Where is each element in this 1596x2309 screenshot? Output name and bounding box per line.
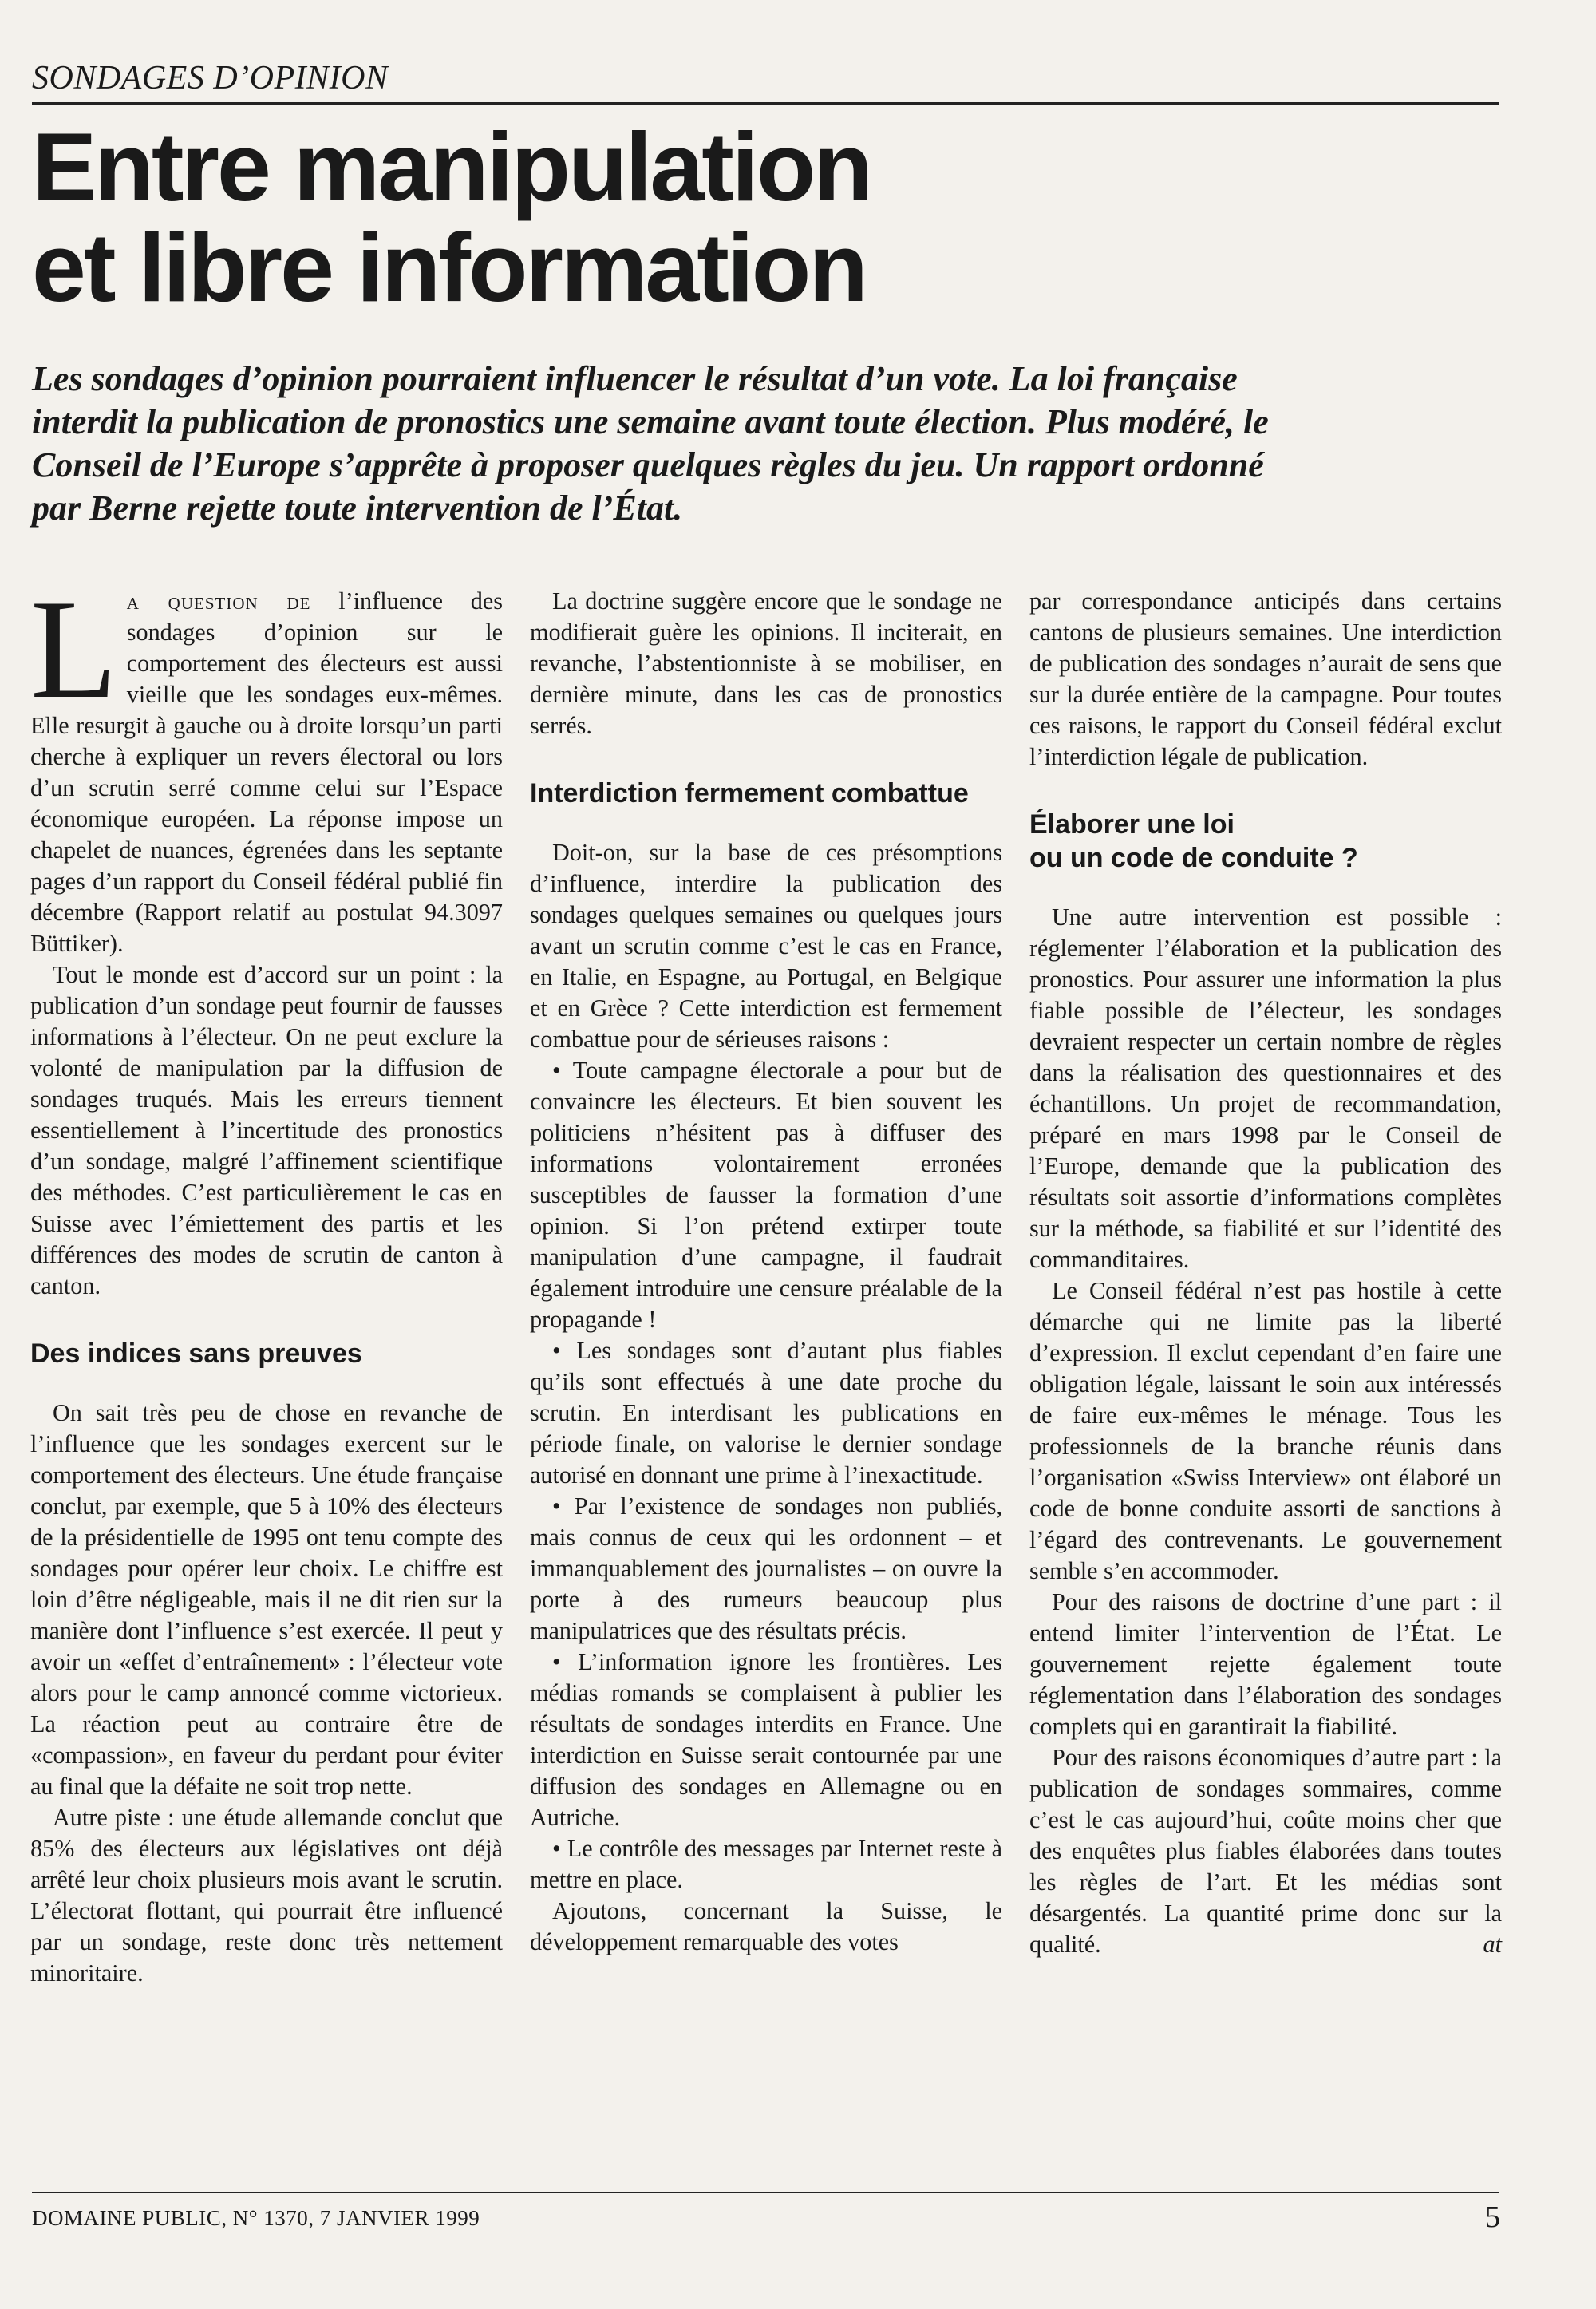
- section-heading: Des indices sans preuves: [30, 1338, 362, 1369]
- paragraph: Ajoutons, concernant la Suisse, le développement remarquable des votes: [530, 1897, 1002, 1955]
- article-lede: Les sondages d’opinion pourraient influencer le résultat d’un vote. La loi française interdit la publication de pronostics une semaine avant toute élection. Plus modéré, le Conseil de l’Europe s’apprête à proposer quelques règles du jeu. Un rapport ordonné par Berne rejette toute intervention de l’État.: [32, 359, 1269, 528]
- section-heading: Interdiction fermement combattue: [530, 778, 969, 809]
- footer-publication: DOMAINE PUBLIC, N° 1370, 7 JANVIER 1999: [32, 2206, 480, 2230]
- paragraph: La question de l’influence des sondages d’opinion sur le comportement des électeurs est aussi vieille que les sondages eux-mêmes. Elle resurgit à gauche ou à droite lorsqu’un parti cherche à expliquer un revers électoral ou lors d’un scrutin serré comme celui sur l’Espace économique européen. La réponse impose un chapelet de nuances, égrenées dans les septante pages d’un rapport du Conseil fédéral publié fin décembre (Rapport relatif au postulat 94.3097 Büttiker).: [30, 570, 503, 957]
- article-column-3: [1029, 586, 1502, 1960]
- article-column-2: [530, 586, 1002, 1958]
- headline-line-2: et libre information: [32, 213, 866, 322]
- drop-cap: L: [30, 570, 117, 728]
- section-heading: Élaborer une loi ou un code de conduite ?: [1029, 809, 1358, 873]
- bullet-paragraph: • Le contrôle des messages par Internet reste à mettre en place.: [530, 1835, 1002, 1893]
- bullet-paragraph: • Par l’existence de sondages non publiés, mais connus de ceux qui les ordonnent – et immanquablement des journalistes – on ouvre la porte à des rumeurs beaucoup plus manipulatrices que des résultats précis.: [530, 1493, 1002, 1644]
- header-rule: [32, 102, 1499, 105]
- paragraph: Pour des raisons économiques d’autre part : la publication de sondages sommaires, comme c’est le cas aujourd’hui, coûte moins cher que des enquêtes plus fiables élaborées dans toutes les règles de l’art. Et les médias sont désargentés. La quantité prime donc sur la qualité. at: [1029, 1742, 1502, 1960]
- page-title: [32, 113, 1229, 322]
- paragraph: On sait très peu de chose en revanche de l’influence que les sondages exercent sur le comportement des électeurs. Une étude française conclut, par exemple, que 5 à 10% des électeurs de la présidentielle de 1995 ont tenu compte des sondages pour opérer leur choix. Le chiffre est loin d’être négligeable, mais il ne dit rien sur la manière dont l’influence s’est exercée. Il peut y avoir un «effet d’entraînement» : l’électeur vote alors pour le camp annoncé comme victorieux. La réaction peut au contraire être de «compassion», en faveur du perdant pour éviter au final que la défaite ne soit trop nette.: [30, 1399, 503, 1800]
- bullet-paragraph: • Toute campagne électorale a pour but de convaincre les électeurs. Et bien souvent les politiciens n’hésitent pas à diffuser des informations volontairement erronées susceptibles de fausser la formation d’une opinion. Si l’on prétend extirper toute manipulation d’une campagne, il faudrait également introduire une censure préalable de la propagande !: [530, 1057, 1002, 1333]
- headline-line-1: Entre manipulation: [32, 113, 871, 221]
- opening-small-caps: a question de: [126, 587, 311, 615]
- paragraph: La doctrine suggère encore que le sondage ne modifierait guère les opinions. Il inciterait, en revanche, l’abstentionniste à se mobiliser, en dernière minute, dans les cas de pronostics serrés.: [530, 587, 1002, 739]
- paragraph: par correspondance anticipés dans certains cantons de plusieurs semaines. Une interdiction de publication des sondages n’aurait de sens que sur la durée entière de la campagne. Pour toutes ces raisons, le rapport du Conseil fédéral exclut l’interdiction légale de publication.: [1029, 587, 1502, 770]
- paragraph: Autre piste : une étude allemande conclut que 85% des électeurs aux législatives ont déjà arrêté leur choix plusieurs mois avant le scrutin. L’électorat flottant, qui pourrait être influencé par un sondage, reste donc très nettement minoritaire.: [30, 1804, 503, 1987]
- footer-rule: [32, 2192, 1499, 2193]
- author-signature: at: [1483, 1931, 1502, 1958]
- paragraph: Pour des raisons de doctrine d’une part : il entend limiter l’intervention de l’État. Le gouvernement rejette également toute réglementation dans l’élaboration des sondages complets qui en garantirait la fiabilité.: [1029, 1588, 1502, 1740]
- article-column-1: [30, 570, 503, 1989]
- paragraph: Le Conseil fédéral n’est pas hostile à cette démarche qui ne limite pas la liberté d’expression. Il exclut cependant d’en faire une obligation légale, laissant le soin aux intéressés de faire eux-mêmes le ménage. Tous les professionnels de la branche réunis dans l’organisation «Swiss Interview» ont élaboré un code de bonne conduite assorti de sanctions à l’égard des contrevenants. Le gouvernement semble s’en accommoder.: [1029, 1277, 1502, 1584]
- paragraph: Une autre intervention est possible : réglementer l’élaboration et la publication des pronostics. Pour assurer une information la plus fiable possible de l’électeur, les sondages devraient respecter un certain nombre de règles dans la réalisation des questionnaires et des échantillons. Un projet de recommandation, préparé en mars 1998 par le Conseil de l’Europe, demande que la publication des résultats soit assortie d’informations complètes sur la méthode, sa fiabilité et sur l’identité des commanditaires.: [1029, 903, 1502, 1273]
- page-number: 5: [1485, 2200, 1500, 2234]
- section-rubric: SONDAGES D’OPINION: [32, 60, 389, 97]
- bullet-paragraph: • Les sondages sont d’autant plus fiables qu’ils sont effectués à une date proche du scrutin. En interdisant les publications en période finale, on valorise le dernier sondage autorisé en donnant une prime à l’inexactitude.: [530, 1337, 1002, 1489]
- paragraph: Doit-on, sur la base de ces présomptions d’influence, interdire la publication des sondages quelques semaines ou quelques jours avant un scrutin comme c’est le cas en France, en Italie, en Espagne, au Portugal, en Belgique et en Grèce ? Cette interdiction est fermement combattue pour de sérieuses raisons :: [530, 839, 1002, 1053]
- paragraph: Tout le monde est d’accord sur un point : la publication d’un sondage peut fournir de fausses informations à l’électeur. On ne peut exclure la volonté de manipulation par la diffusion de sondages truqués. Mais les erreurs tiennent essentiellement à l’incertitude des pronostics d’un sondage, malgré l’affinement scientifique des méthodes. C’est particulièrement le cas en Suisse avec l’émiettement des partis et les différences des modes de scrutin de canton à canton.: [30, 961, 503, 1299]
- bullet-paragraph: • L’information ignore les frontières. Les médias romands se complaisent à publier les résultats de sondages interdits en France. Une interdiction en Suisse serait contournée par une diffusion des sondages en Allemagne ou en Autriche.: [530, 1648, 1002, 1831]
